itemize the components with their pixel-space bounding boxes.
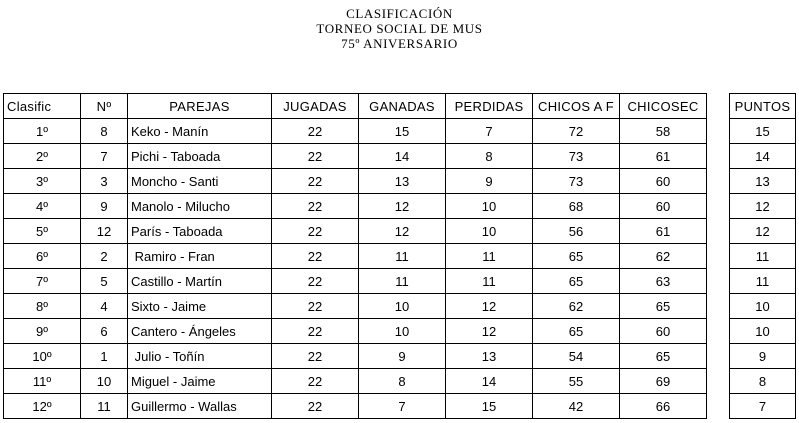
table-row [4, 269, 707, 294]
cell-chicos-af: 62 [533, 294, 620, 319]
cell-jugadas: 22 [272, 144, 359, 169]
cell-chicos-ec: 65 [620, 344, 707, 369]
cell-clasific: 9º [4, 319, 81, 344]
points-header-row [730, 94, 796, 119]
col-header-clasific: Clasific [4, 94, 81, 119]
cell-numero: 1 [81, 344, 128, 369]
cell-ganadas: 10 [359, 294, 446, 319]
table-row [4, 344, 707, 369]
cell-perdidas: 14 [446, 369, 533, 394]
cell-perdidas: 10 [446, 194, 533, 219]
cell-jugadas: 22 [272, 169, 359, 194]
header-row [4, 94, 707, 119]
cell-puntos: 12 [730, 219, 796, 244]
table-row [4, 319, 707, 344]
col-header-chicos-af: CHICOS A F [533, 94, 620, 119]
col-header-chicos-ec: CHICOSEC [620, 94, 707, 119]
cell-perdidas: 11 [446, 269, 533, 294]
cell-chicos-ec: 60 [620, 194, 707, 219]
cell-chicos-af: 55 [533, 369, 620, 394]
cell-clasific: 4º [4, 194, 81, 219]
cell-chicos-ec: 63 [620, 269, 707, 294]
cell-clasific: 11º [4, 369, 81, 394]
table-row [4, 194, 707, 219]
cell-chicos-af: 65 [533, 319, 620, 344]
cell-chicos-ec: 60 [620, 319, 707, 344]
cell-jugadas: 22 [272, 294, 359, 319]
cell-chicos-ec: 62 [620, 244, 707, 269]
cell-puntos: 10 [730, 294, 796, 319]
points-row [730, 244, 796, 269]
cell-ganadas: 11 [359, 244, 446, 269]
cell-ganadas: 14 [359, 144, 446, 169]
points-row [730, 344, 796, 369]
cell-pareja: Manolo - Milucho [128, 194, 272, 219]
cell-perdidas: 7 [446, 119, 533, 144]
cell-ganadas: 8 [359, 369, 446, 394]
table-row [4, 394, 707, 419]
cell-perdidas: 8 [446, 144, 533, 169]
cell-chicos-af: 73 [533, 144, 620, 169]
table-row [4, 169, 707, 194]
cell-ganadas: 12 [359, 194, 446, 219]
cell-puntos: 13 [730, 169, 796, 194]
cell-numero: 12 [81, 219, 128, 244]
cell-puntos: 11 [730, 244, 796, 269]
cell-numero: 5 [81, 269, 128, 294]
page-heading [0, 6, 799, 51]
cell-clasific: 6º [4, 244, 81, 269]
cell-clasific: 7º [4, 269, 81, 294]
cell-chicos-af: 42 [533, 394, 620, 419]
cell-puntos: 12 [730, 194, 796, 219]
cell-pareja: Pichi - Taboada [128, 144, 272, 169]
cell-numero: 2 [81, 244, 128, 269]
cell-pareja: Ramiro - Fran [128, 244, 272, 269]
cell-chicos-af: 65 [533, 244, 620, 269]
table-row [4, 294, 707, 319]
cell-pareja: Miguel - Jaime [128, 369, 272, 394]
cell-jugadas: 22 [272, 344, 359, 369]
cell-numero: 6 [81, 319, 128, 344]
cell-puntos: 11 [730, 269, 796, 294]
points-row [730, 294, 796, 319]
points-row [730, 319, 796, 344]
table-row [4, 144, 707, 169]
points-row [730, 194, 796, 219]
points-row [730, 119, 796, 144]
cell-chicos-af: 54 [533, 344, 620, 369]
cell-perdidas: 12 [446, 294, 533, 319]
cell-pareja: Sixto - Jaime [128, 294, 272, 319]
table-row [4, 219, 707, 244]
cell-clasific: 2º [4, 144, 81, 169]
cell-ganadas: 15 [359, 119, 446, 144]
cell-ganadas: 13 [359, 169, 446, 194]
col-header-perdidas: PERDIDAS [446, 94, 533, 119]
cell-numero: 7 [81, 144, 128, 169]
cell-numero: 9 [81, 194, 128, 219]
points-row [730, 269, 796, 294]
cell-chicos-ec: 66 [620, 394, 707, 419]
cell-ganadas: 9 [359, 344, 446, 369]
cell-chicos-ec: 65 [620, 294, 707, 319]
cell-clasific: 10º [4, 344, 81, 369]
cell-chicos-ec: 61 [620, 219, 707, 244]
cell-jugadas: 22 [272, 244, 359, 269]
cell-numero: 10 [81, 369, 128, 394]
cell-pareja: París - Taboada [128, 219, 272, 244]
cell-perdidas: 10 [446, 219, 533, 244]
cell-puntos: 8 [730, 369, 796, 394]
points-table [729, 93, 796, 419]
title-line-1: CLASIFICACIÓN [346, 6, 453, 21]
cell-perdidas: 15 [446, 394, 533, 419]
cell-pareja: Cantero - Ángeles [128, 319, 272, 344]
cell-jugadas: 22 [272, 119, 359, 144]
col-header-parejas: PAREJAS [128, 94, 272, 119]
col-header-puntos: PUNTOS [730, 94, 796, 119]
cell-ganadas: 12 [359, 219, 446, 244]
cell-chicos-ec: 60 [620, 169, 707, 194]
cell-clasific: 5º [4, 219, 81, 244]
table-row [4, 369, 707, 394]
cell-chicos-af: 72 [533, 119, 620, 144]
cell-jugadas: 22 [272, 194, 359, 219]
cell-puntos: 9 [730, 344, 796, 369]
cell-chicos-af: 65 [533, 269, 620, 294]
cell-clasific: 12º [4, 394, 81, 419]
cell-puntos: 15 [730, 119, 796, 144]
table-row [4, 119, 707, 144]
cell-numero: 3 [81, 169, 128, 194]
cell-perdidas: 11 [446, 244, 533, 269]
cell-puntos: 14 [730, 144, 796, 169]
cell-numero: 11 [81, 394, 128, 419]
cell-ganadas: 10 [359, 319, 446, 344]
cell-jugadas: 22 [272, 369, 359, 394]
cell-pareja: Castillo - Martín [128, 269, 272, 294]
points-row [730, 394, 796, 419]
cell-clasific: 3º [4, 169, 81, 194]
cell-numero: 8 [81, 119, 128, 144]
title-line-3: 75º ANIVERSARIO [341, 36, 458, 51]
cell-chicos-af: 73 [533, 169, 620, 194]
col-header-ganadas: GANADAS [359, 94, 446, 119]
cell-pareja: Guillermo - Wallas [128, 394, 272, 419]
cell-puntos: 7 [730, 394, 796, 419]
cell-jugadas: 22 [272, 394, 359, 419]
cell-ganadas: 11 [359, 269, 446, 294]
cell-pareja: Keko - Manín [128, 119, 272, 144]
cell-perdidas: 13 [446, 344, 533, 369]
cell-pareja: Julio - Toñín [128, 344, 272, 369]
col-header-numero: Nº [81, 94, 128, 119]
standings-table [3, 93, 707, 419]
cell-chicos-ec: 58 [620, 119, 707, 144]
cell-jugadas: 22 [272, 319, 359, 344]
points-row [730, 144, 796, 169]
cell-clasific: 8º [4, 294, 81, 319]
col-header-jugadas: JUGADAS [272, 94, 359, 119]
cell-chicos-af: 56 [533, 219, 620, 244]
points-row [730, 369, 796, 394]
cell-jugadas: 22 [272, 269, 359, 294]
cell-numero: 4 [81, 294, 128, 319]
cell-jugadas: 22 [272, 219, 359, 244]
points-row [730, 219, 796, 244]
table-row [4, 244, 707, 269]
cell-perdidas: 9 [446, 169, 533, 194]
title-line-2: TORNEO SOCIAL DE MUS [316, 21, 483, 36]
cell-ganadas: 7 [359, 394, 446, 419]
cell-chicos-ec: 69 [620, 369, 707, 394]
points-row [730, 169, 796, 194]
cell-pareja: Moncho - Santi [128, 169, 272, 194]
cell-puntos: 10 [730, 319, 796, 344]
cell-chicos-ec: 61 [620, 144, 707, 169]
cell-chicos-af: 68 [533, 194, 620, 219]
cell-clasific: 1º [4, 119, 81, 144]
cell-perdidas: 12 [446, 319, 533, 344]
